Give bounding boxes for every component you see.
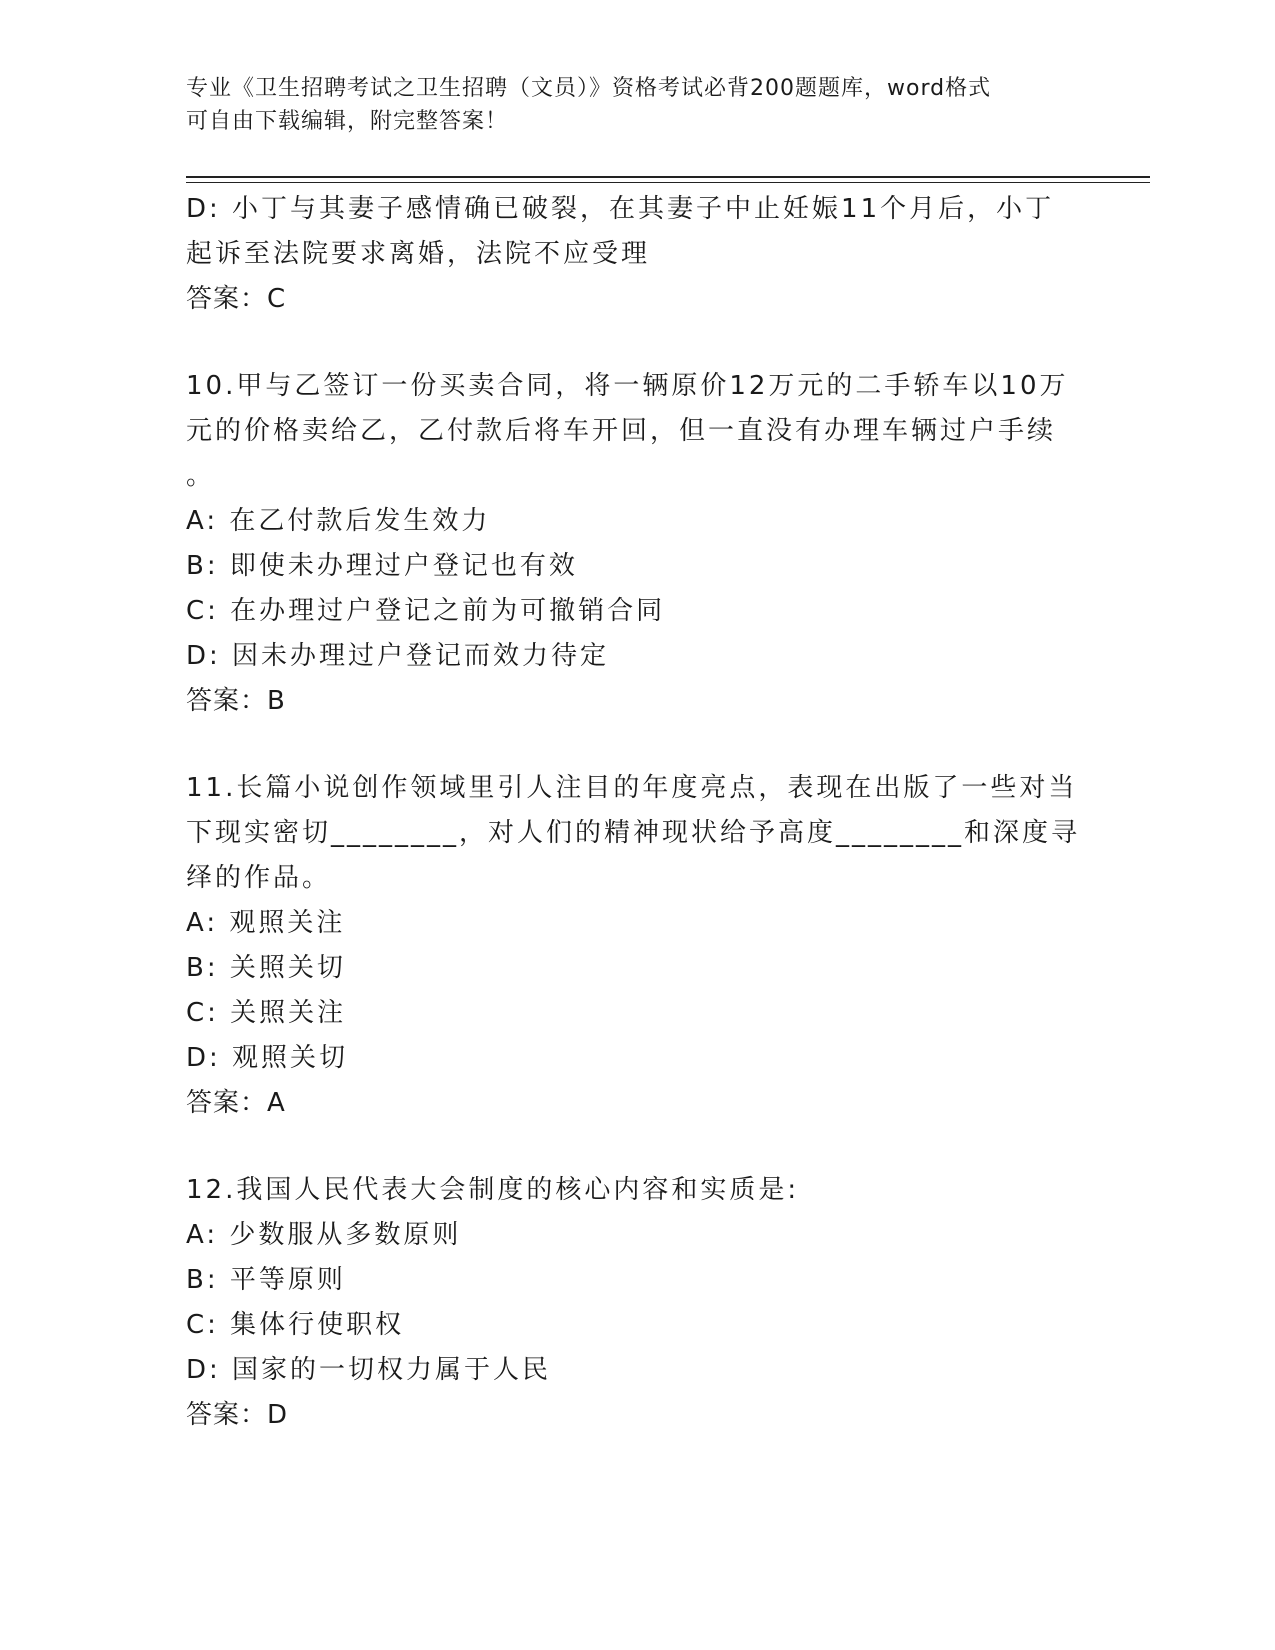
- option-b: B: 即使未办理过户登记也有效: [186, 551, 578, 581]
- question-stem-continued: 下现实密切________，对人们的精神现状给予高度________和深度寻: [186, 818, 1081, 848]
- option-d-continued: 起诉至法院要求离婚，法院不应受理: [186, 239, 651, 269]
- question-stem-continued: 元的价格卖给乙，乙付款后将车开回，但一直没有办理车辆过户手续: [186, 416, 1057, 446]
- spacer: [186, 724, 1086, 766]
- question-stem: 11.长篇小说创作领域里引人注目的年度亮点，表现在出版了一些对当: [186, 773, 1078, 803]
- option-a: A: 观照关注: [186, 908, 346, 938]
- option-c: C: 集体行使职权: [186, 1310, 405, 1340]
- question-stem: 12.我国人民代表大会制度的核心内容和实质是:: [186, 1175, 800, 1205]
- question-stem-continued: 。: [186, 461, 216, 491]
- option-b: B: 关照关切: [186, 953, 346, 983]
- option-c: C: 关照关注: [186, 998, 347, 1028]
- option-d: D: 国家的一切权力属于人民: [186, 1355, 552, 1385]
- answer: 答案：C: [186, 284, 287, 314]
- header-divider-thick: [186, 176, 1150, 178]
- answer: 答案：B: [186, 686, 286, 716]
- option-d: D: 因未办理过户登记而效力待定: [186, 641, 610, 671]
- option-d: D: 小丁与其妻子感情确已破裂，在其妻子中止妊娠11个月后，小丁: [186, 194, 1055, 224]
- header-title-line-2: 可自由下载编辑，附完整答案！: [186, 109, 509, 134]
- answer: 答案：D: [186, 1400, 289, 1430]
- header-title-line-1: 专业《卫生招聘考试之卫生招聘（文员）》资格考试必背200题题库，word格式: [186, 76, 992, 101]
- question-list: [186, 187, 1086, 1438]
- spacer: [186, 1126, 1086, 1168]
- option-a: A: 少数服从多数原则: [186, 1220, 462, 1250]
- option-d: D: 观照关切: [186, 1043, 349, 1073]
- option-a: A: 在乙付款后发生效力: [186, 506, 491, 536]
- option-b: B: 平等原则: [186, 1265, 346, 1295]
- question-stem-continued: 绎的作品。: [186, 863, 332, 893]
- question-11: [186, 766, 1086, 1126]
- header-divider-thin: [186, 182, 1150, 183]
- spacer: [186, 322, 1086, 364]
- question-12: [186, 1168, 1086, 1438]
- page-header: [186, 72, 1066, 138]
- question-10: [186, 364, 1086, 724]
- question-stem: 10.甲与乙签订一份买卖合同，将一辆原价12万元的二手轿车以10万: [186, 371, 1069, 401]
- option-c: C: 在办理过户登记之前为可撤销合同: [186, 596, 666, 626]
- question-9-tail: [186, 187, 1086, 322]
- answer: 答案：A: [186, 1088, 286, 1118]
